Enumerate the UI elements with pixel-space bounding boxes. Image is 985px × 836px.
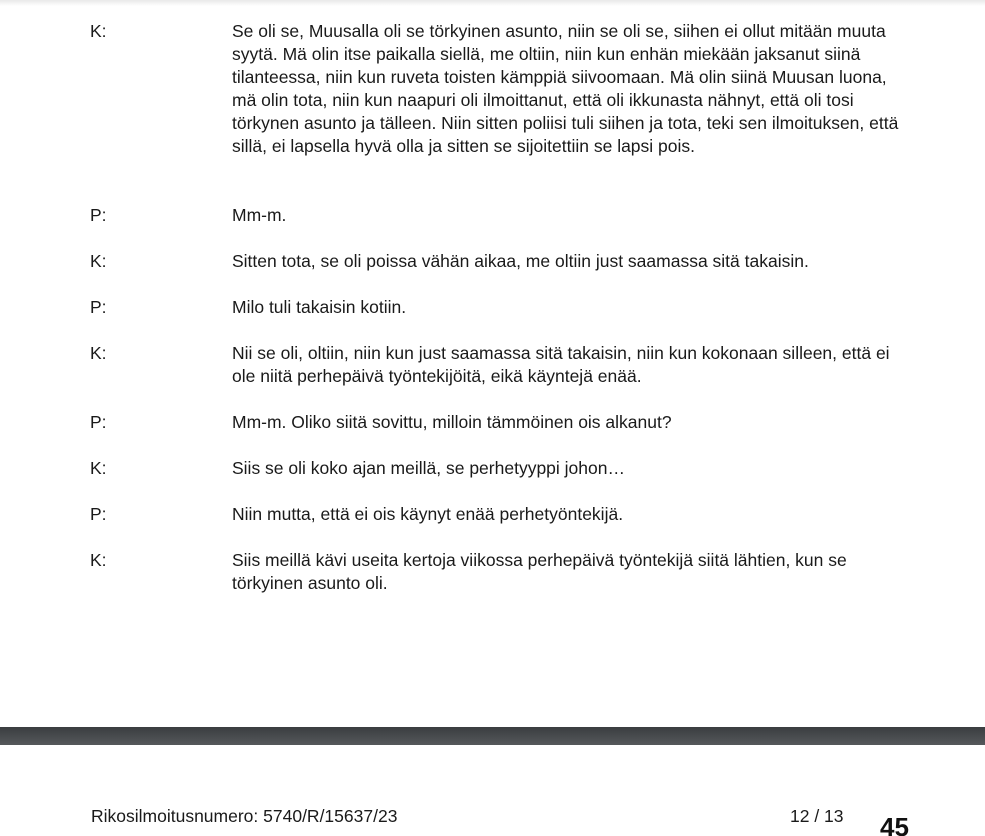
utterance-text: Nii se oli, oltiin, niin kun just saamassa sitä takaisin, niin kun kokonaan silleen, että ei ole niitä perhepäivä työntekijöitä, eikä käyntejä enää. [232, 343, 890, 386]
utterance-text: Mm-m. Oliko siitä sovittu, milloin tämmöinen ois alkanut? [232, 412, 672, 432]
utterance-text: Siis meillä kävi useita kertoja viikossa perhepäivä työntekijä siitä lähtien, kun se törkyinen asunto oli. [232, 550, 847, 593]
utterance-text: Milo tuli takaisin kotiin. [232, 297, 407, 317]
utterance-text: Niin mutta, että ei ois käynyt enää perhetyöntekijä. [232, 504, 624, 524]
speaker-label: P: [90, 205, 107, 225]
utterance-text: Mm-m. [232, 205, 287, 225]
page-top-edge [0, 0, 985, 6]
utterance-text: Se oli se, Muusalla oli se törkyinen asunto, niin se oli se, siihen ei ollut mitään muuta syytä. Mä olin itse paikalla siellä, me oltiin, niin kun enhän miekään jaksanut siinä tilanteessa, niin kun ruveta toisten kämppiä siivoomaan. Mä olin siinä Muusan luona, mä olin tota, niin kun naapuri oli ilmoittanut, että oli ikkunasta nähnyt, että oli tosi törkynen asunto ja tälleen. Niin sitten poliisi tuli siihen ja tota, teki sen ilmoituksen, että sillä, ei lapsella hyvä olla ja sitten se sijoitettiin se lapsi pois. [232, 21, 899, 156]
speaker-label: K: [90, 458, 107, 478]
speaker-label: K: [90, 343, 107, 363]
sheet-number: 45 [880, 812, 909, 836]
page-divider [0, 727, 985, 745]
speaker-label: K: [90, 550, 107, 570]
speaker-label: P: [90, 504, 107, 524]
utterance-text: Sitten tota, se oli poissa vähän aikaa, me oltiin just saamassa sitä takaisin. [232, 251, 809, 271]
page-counter: 12 / 13 [790, 806, 844, 826]
utterance-text: Siis se oli koko ajan meillä, se perhetyyppi johon… [232, 458, 625, 478]
speaker-label: P: [90, 412, 107, 432]
crime-report-number: Rikosilmoitusnumero: 5740/R/15637/23 [91, 806, 398, 826]
speaker-label: P: [90, 297, 107, 317]
speaker-label: K: [90, 21, 107, 41]
speaker-label: K: [90, 251, 107, 271]
